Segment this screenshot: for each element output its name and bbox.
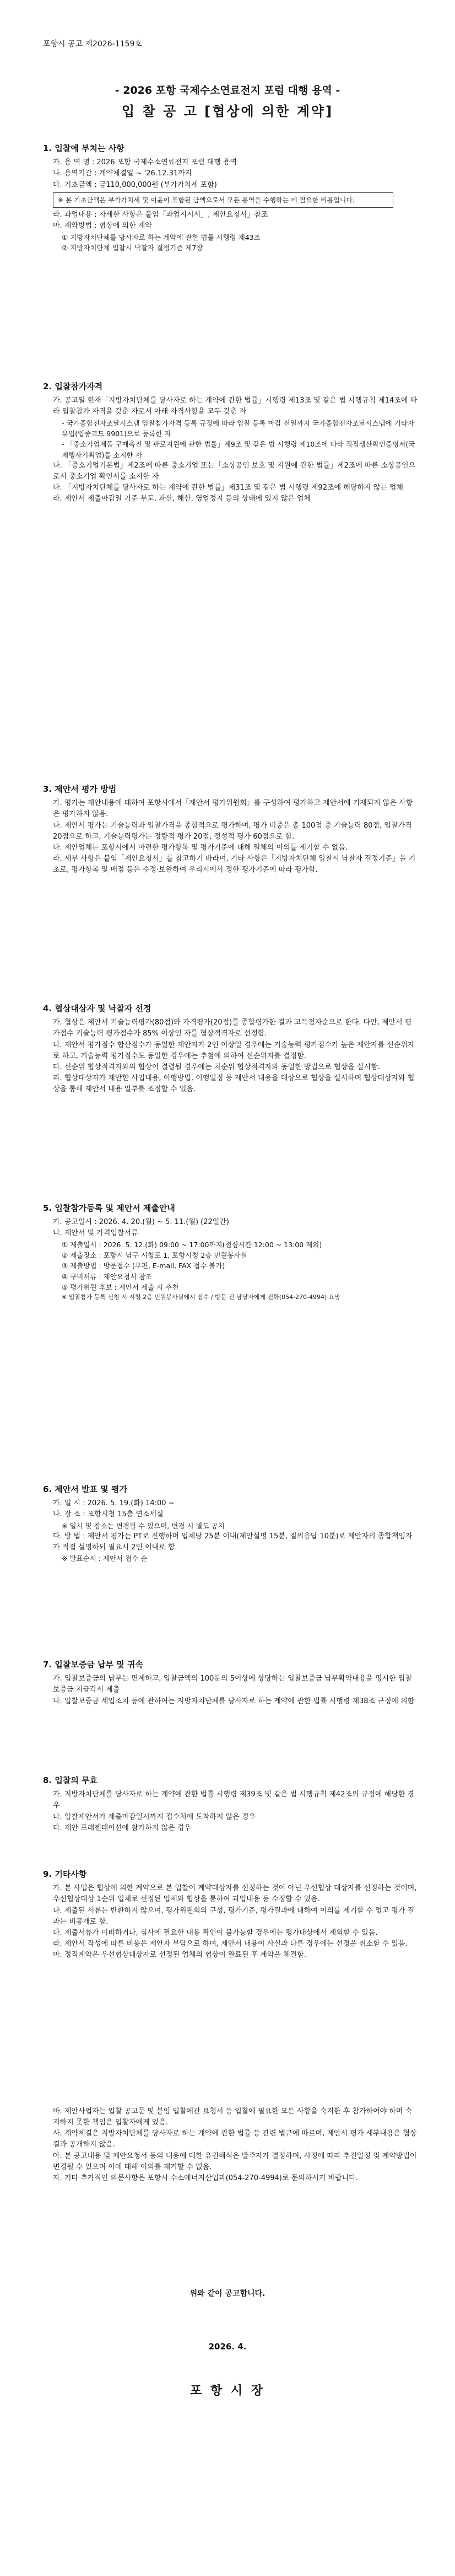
- service-name: 가. 용 역 명 : 2026 포항 국제수소연료전지 포럼 대행 용역: [53, 158, 237, 167]
- section-heading: 6. 제안서 발표 및 평가: [43, 1484, 127, 1494]
- section-heading: 4. 협상대상자 및 낙찰자 선정: [43, 1003, 151, 1013]
- section-heading: 8. 입찰의 무효: [43, 1775, 98, 1785]
- list-item: 가. 협상은 제안서 기술능력평가(80점)와 가격평가(20점)를 종합평가한 결과 고득점자순으로 한다. 다만, 제안서 평가점수 기술능력 평가점수가 85% 이상인 자를 협상적격자로 선정함.: [53, 1018, 412, 1038]
- list-item: ④ 구비서류 : 제안요청서 참조: [62, 1272, 153, 1281]
- announcement-text: 위와 같이 공고합니다.: [189, 2289, 266, 2298]
- list-item: ③ 제출방법 : 방문접수 (우편, E-mail, FAX 접수 불가): [62, 1262, 225, 1270]
- list-item: 라. 협상대상자가 제안한 사업내용, 이행방법, 이행일정 등 제안서 내용을 대상으로 협상을 실시하며 협상대상자와 협상을 통해 제안서 내용 일부를 조정할 수 있음.: [53, 1074, 415, 1094]
- list-item: 나. 장 소 : 포항시청 15층 연소세실: [53, 1510, 164, 1519]
- list-item: 바. 제안사업자는 입찰 공고문 및 붙임 입찰에관 요청서 등 입찰에 필요한 모든 사항을 숙지한 후 참가하여야 하며 숙지하지 못한 책임은 입찰자에게 있음.: [53, 2107, 413, 2127]
- list-item: ② 지방자치단체 입찰시 낙찰자 결정기준 제7장: [62, 243, 203, 252]
- service-period: 나. 용역기간 : 계약체결일 ~ '26.12.31까지: [53, 169, 192, 178]
- list-item: 자. 기타 추가적인 의문사항은 포항시 수소에너지산업과(054-270-4994)로 문의하시기 바랍니다.: [53, 2174, 358, 2182]
- document-title: 입 찰 공 고 [협상에 의한 계약]: [121, 104, 334, 119]
- notice-number: 포항시 공고 제2026-1159호: [43, 40, 142, 49]
- list-item: 가. 본 사업은 협상에 의한 계약으로 본 입찰이 계약대상자를 선정하는 것이 아닌 우선협상 대상자를 선정하는 것이며, 우선협상대상 1순위 업체로 선정된 업체와 협상을 통하여 과업내용 등 수정할 수 있음.: [53, 1884, 417, 1904]
- section-heading: 9. 기타사항: [43, 1869, 87, 1879]
- list-item: 나. 제안서 평가는 기술능력과 입찰가격을 종합적으로 평가하며, 평가 비중은 총 100점 중 기술능력 80점, 입찰가격 20점으로 하고, 기술능력평가는 정량적 평가 20점, 정성적 평가 60점으로 함.: [53, 821, 412, 841]
- section-registration: [43, 1202, 418, 1302]
- section-heading: 2. 입찰참가자격: [43, 382, 103, 391]
- section-deposit: [43, 1659, 418, 1707]
- section-bid-items: [43, 142, 418, 253]
- section-invalidity: [43, 1774, 418, 1834]
- section-misc-continued: [43, 2106, 418, 2184]
- section-negotiation: [43, 1002, 418, 1095]
- list-item: 가. 평가는 제안내용에 대하여 포항시에서「제안서 평가위원회」를 구성하여 평가하고 제안서에 기재되지 않은 사항은 평가하지 않음.: [53, 799, 413, 819]
- list-item: - 「중소기업제품 구매촉진 및 판로지원에 관한 법률」제9조 및 같은 법 시행령 제10조에 따라 직접생산확인증명서(국제행사기획업)를 소지한 자: [62, 440, 415, 459]
- base-amount-note: ※ 본 기초금액은 부가가치세 및 이윤이 포함된 금액으로서 모든 용역을 수행하는 데 필요한 비용입니다.: [53, 192, 393, 208]
- list-item: ※ 일시 및 장소는 변경될 수 있으며, 변경 시 별도 공지: [62, 1521, 225, 1530]
- list-item: 사. 계약체결은 지방자치단체를 당사자로 하는 계약에 관한 법률 등 관련 법규에 따르며, 제안서 평가 세부내용은 협상결과 공개하지 않음.: [53, 2129, 417, 2149]
- list-item: 나. 제출된 서류는 반환하지 않으며, 평가위원회의 구성, 평가기준, 평가결과에 대하여 이의를 제기할 수 없고 평가 결과는 비공개로 함.: [53, 1906, 415, 1926]
- list-item: 다. 제출서류가 미비하거나, 심사에 필요한 내용 확인이 불가능할 경우에는 평가대상에서 제외할 수 있음.: [53, 1928, 378, 1937]
- list-item: 다. 선순위 협상적격자와의 협상이 결렬될 경우에는 차순위 협상적격자와 동일한 방법으로 협상을 실시함.: [53, 1062, 380, 1071]
- registration-note: ※ 입찰참가 등록 신청 시 시청 2층 민원봉사실에서 접수 / 방문 전 담당자에게 전화(054-270-4994) 요망: [62, 1294, 341, 1301]
- list-item: 라. 제안서 작성에 따른 비용은 제안자 부담으로 하며, 제안서 내용이 사실과 다른 경우에는 선정을 취소할 수 있음.: [53, 1939, 408, 1948]
- section-qualification: [43, 380, 418, 505]
- task-content: 라. 과업내용 : 자세한 사항은 붙임「과업지시서」, 제안요청서」참조: [53, 211, 268, 219]
- list-item: 아. 본 공고내용 및 제안요청서 등의 내용에 대한 유권해석은 발주자가 결정하며, 사정에 따라 추진일정 및 계약방법이 변경될 수 있으며 이에 대해 이의를 제기할 수 없음.: [53, 2151, 417, 2171]
- contract-method: 마. 계약방법 : 협상에 의한 계약: [53, 222, 152, 230]
- list-item: 나. 입찰제안서가 제출마감일시까지 접수처에 도착하지 않은 경우: [53, 1812, 256, 1821]
- list-item: 다. 「지방자치단체를 당사자로 하는 계약에 관한 법률」제31조 및 같은 법 시행령 제92조에 해당하지 않는 업체: [53, 484, 403, 492]
- list-item: 나. 「중소기업기본법」제2조에 따른 중소기업 또는「소상공인 보호 및 지원에 관한 법률」제2조에 따른 소상공인으로서 중소기업 확인서를 소지한 자: [53, 461, 416, 481]
- section-misc: [43, 1868, 418, 1961]
- list-item: 나. 제안서 및 가격입찰서류: [53, 1229, 138, 1238]
- document-subtitle: - 2026 포항 국제수소연료전지 포럼 대행 용역 -: [115, 84, 340, 96]
- section-evaluation-method: [43, 783, 418, 876]
- list-item: 라. 세부 사항은 붙임「제안요청서」를 참고하기 바라며, 기타 사항은「지방자치단체 입찰시 낙찰자 결정기준」을 기초로, 평가항목 및 배점 등은 수정·보완하여 우리시에서 정한 평가기준에 따라 평가함.: [53, 854, 416, 874]
- list-item: 가. 공고일 현재「지방자치단체를 당사자로 하는 계약에 관한 법률」시행령 제13조 및 같은 법 시행규칙 제14조에 따라 입찰참가 자격을 갖춘 자로서 아래 자격사항을 모두 갖춘 자: [53, 396, 418, 416]
- section-heading: 7. 입찰보증금 납부 및 귀속: [43, 1660, 143, 1670]
- list-item: 다. 방 법 : 제안서 평가는 PT로 진행하며 업체당 25분 이내(제안설명 15분, 질의응답 10분)로 제안자의 종합책임자가 직접 설명하되 필요시 2인 이내로 함.: [53, 1532, 413, 1552]
- list-item: 라. 제안서 제출마감일 기준 부도, 파산, 해산, 영업정지 등의 상태에 있지 않은 업체: [53, 495, 311, 503]
- list-item: 다. 제안업체는 포항시에서 마련한 평가항목 및 평가기준에 대해 일체의 이의를 제기할 수 없음.: [53, 843, 348, 852]
- list-item: 나. 입찰보증금 세입조치 등에 관하여는 지방자치단체를 당사자로 하는 계약에 관한 법률 시행령 제38조 규정에 의함: [53, 1697, 415, 1705]
- announcement-date: 2026. 4.: [208, 2342, 247, 2352]
- list-item: 마. 정직계약은 우선협상대상자로 선정된 업체의 협상이 완료된 후 계약을 체결함.: [53, 1951, 306, 1960]
- list-item: 나. 제안서 평가점수 합산점수가 동일한 제안자가 2인 이상일 경우에는 기술능력 평가점수가 높은 제안자를 선순위자로 하고, 기술능력 평가점수도 동일한 경우에는 추첨에 의하여 선순위자를 결정함.: [53, 1040, 415, 1060]
- list-item: ① 지방자치단체를 당사자로 하는 계약에 관한 법률 시행령 제43조: [62, 233, 261, 242]
- list-item: ① 제출일시 : 2026. 5. 12.(화) 09:00 ~ 17:00까지(점심시간 12:00 ~ 13:00 제외): [62, 1240, 322, 1249]
- section-heading: 3. 제안서 평가 방법: [43, 784, 117, 794]
- list-item: ※ 발표순서 : 제안서 접수 순: [62, 1554, 148, 1563]
- list-item: ⑤ 평가위원 후보 : 제안서 제출 시 추천: [62, 1283, 179, 1292]
- list-item: 가. 일 시 : 2026. 5. 19.(화) 14:00 ~: [53, 1499, 175, 1508]
- list-item: ② 제출장소 : 포항시 남구 시청로 1, 포항시청 2층 민원봉사실: [62, 1251, 247, 1259]
- list-item: 가. 지방자치단체를 당사자로 하는 계약에 관한 법률 시행령 제39조 및 같은 법 시행규칙 제42조의 규정에 해당한 경우: [53, 1790, 414, 1810]
- issuer-name: 포 항 시 장: [190, 2384, 265, 2398]
- section-heading: 5. 입찰참가등록 및 제안서 제출안내: [43, 1203, 175, 1213]
- list-item: - 국가종합전자조달시스템 입찰참가자격 등록 규정에 따라 입찰 등록 마감 전일까지 국가종합전자조달시스템에 기타자유업(업종코드 9901)으로 등록한 자: [62, 418, 414, 438]
- list-item: 다. 제안 프레젠테이션에 참가하지 않은 경우: [53, 1823, 191, 1832]
- base-amount: 다. 기초금액 : 금110,000,000원 (부가가치세 포함): [53, 180, 217, 189]
- section-heading: 1. 입찰에 부치는 사항: [43, 143, 124, 153]
- section-presentation: [43, 1483, 418, 1564]
- list-item: 가. 입찰보증금의 납부는 면제하고, 입찰금액의 100분의 5이상에 상당하는 입찰보증금 납부확약내용을 명시한 입찰보증금 지급각서 제출: [53, 1675, 412, 1694]
- list-item: 가. 공고일시 : 2026. 4. 20.(월) ~ 5. 11.(월) (22일간): [53, 1218, 229, 1227]
